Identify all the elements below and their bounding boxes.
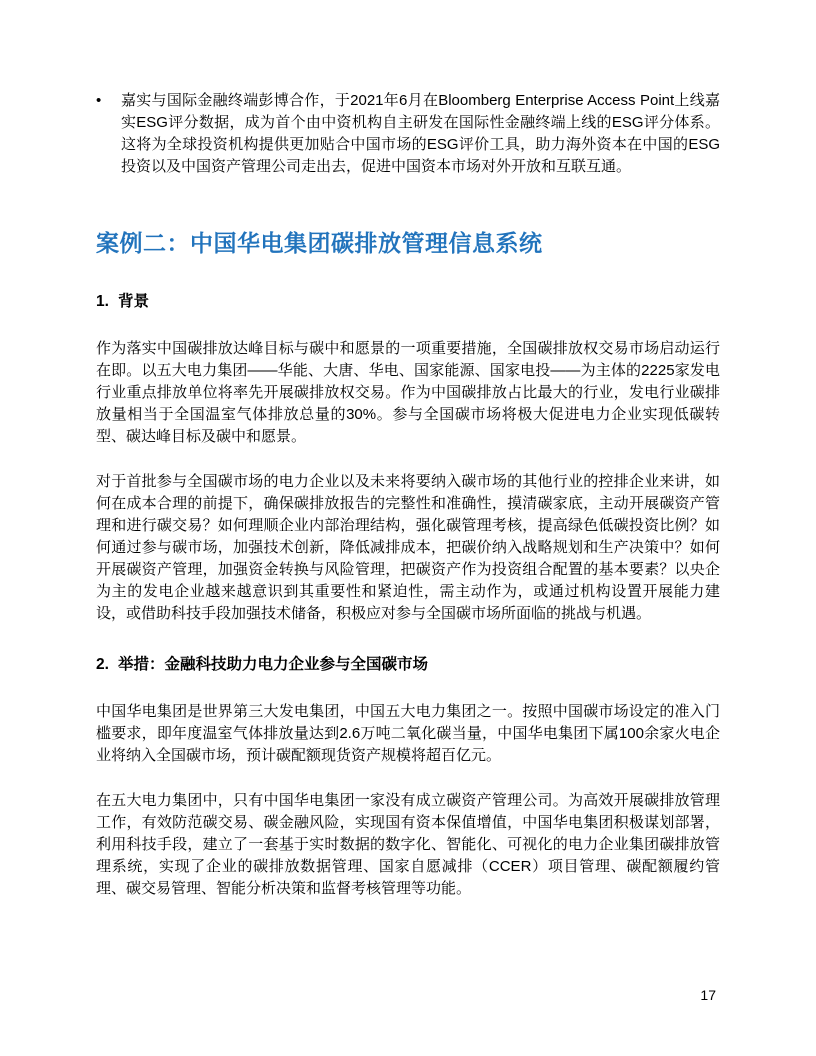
measures-paragraph-2: 在五大电力集团中，只有中国华电集团一家没有成立碳资产管理公司。为高效开展碳排放管理工作，有效防范碳交易、碳金融风险，实现国有资本保值增值，中国华电集团积极谋划部署，利用科技手段，建立了一套基于实时数据的数字化、智能化、可视化的电力企业集团碳排放管理系统，实现了企业的碳排放数据管理、国家自愿减排（CCER）项目管理、碳配额履约管理、碳交易管理、智能分析决策和监督考核管理等功能。 <box>96 792 720 897</box>
intro-bullet-text: 嘉实与国际金融终端彭博合作，于2021年6月在Bloomberg Enterprise Access Point上线嘉实ESG评分数据，成为首个由中资机构自主研发在国际性金融终端上线的ESG评分体系。这将为全球投资机构提供更加贴合中国市场的ESG评价工具，助力海外资本在中国的ESG投资以及中国资产管理公司走出去，促进中国资本市场对外开放和互联互通。 <box>121 92 720 175</box>
section-title: 背景 <box>117 293 149 310</box>
background-paragraph-1: 作为落实中国碳排放达峰目标与碳中和愿景的一项重要措施，全国碳排放权交易市场启动运行在即。以五大电力集团——华能、大唐、华电、国家能源、国家电投——为主体的2225家发电行业重点排放单位将率先开展碳排放权交易。作为中国碳排放占比最大的行业，发电行业碳排放量相当于全国温室气体排放总量的30%。参与全国碳市场将极大促进电力企业实现低碳转型、碳达峰目标及碳中和愿景。 <box>96 340 720 445</box>
intro-bullet-item <box>96 90 720 178</box>
case-title: 案例二：中国华电集团碳排放管理信息系统 <box>96 230 543 256</box>
section-title: 举措：金融科技助力电力企业参与全国碳市场 <box>117 656 428 673</box>
section-heading-background <box>96 292 720 312</box>
section-number: 1. <box>96 293 109 310</box>
background-paragraph-2: 对于首批参与全国碳市场的电力企业以及未来将要纳入碳市场的其他行业的控排企业来讲，如何在成本合理的前提下，确保碳排放报告的完整性和准确性，摸清碳家底，主动开展碳资产管理和进行碳交易？如何理顺企业内部治理结构，强化碳管理考核，提高绿色低碳投资比例？如何通过参与碳市场，加强技术创新，降低减排成本，把碳价纳入战略规划和生产决策中？如何开展碳资产管理，加强资金转换与风险管理，把碳资产作为投资组合配置的基本要素？以央企为主的发电企业越来越意识到其重要性和紧迫性，需主动作为，或通过机构设置开展能力建设，或借助科技手段加强技术储备，积极应对参与全国碳市场所面临的挑战与机遇。 <box>96 473 720 622</box>
section-number: 2. <box>96 656 109 673</box>
section-heading-measures <box>96 655 720 675</box>
page-number: 17 <box>700 987 716 1003</box>
bullet-marker: • <box>96 92 102 109</box>
measures-paragraph-1: 中国华电集团是世界第三大发电集团，中国五大电力集团之一。按照中国碳市场设定的准入门槛要求，即年度温室气体排放量达到2.6万吨二氧化碳当量，中国华电集团下属100余家火电企业将纳入全国碳市场，预计碳配额现货资产规模将超百亿元。 <box>96 703 720 764</box>
